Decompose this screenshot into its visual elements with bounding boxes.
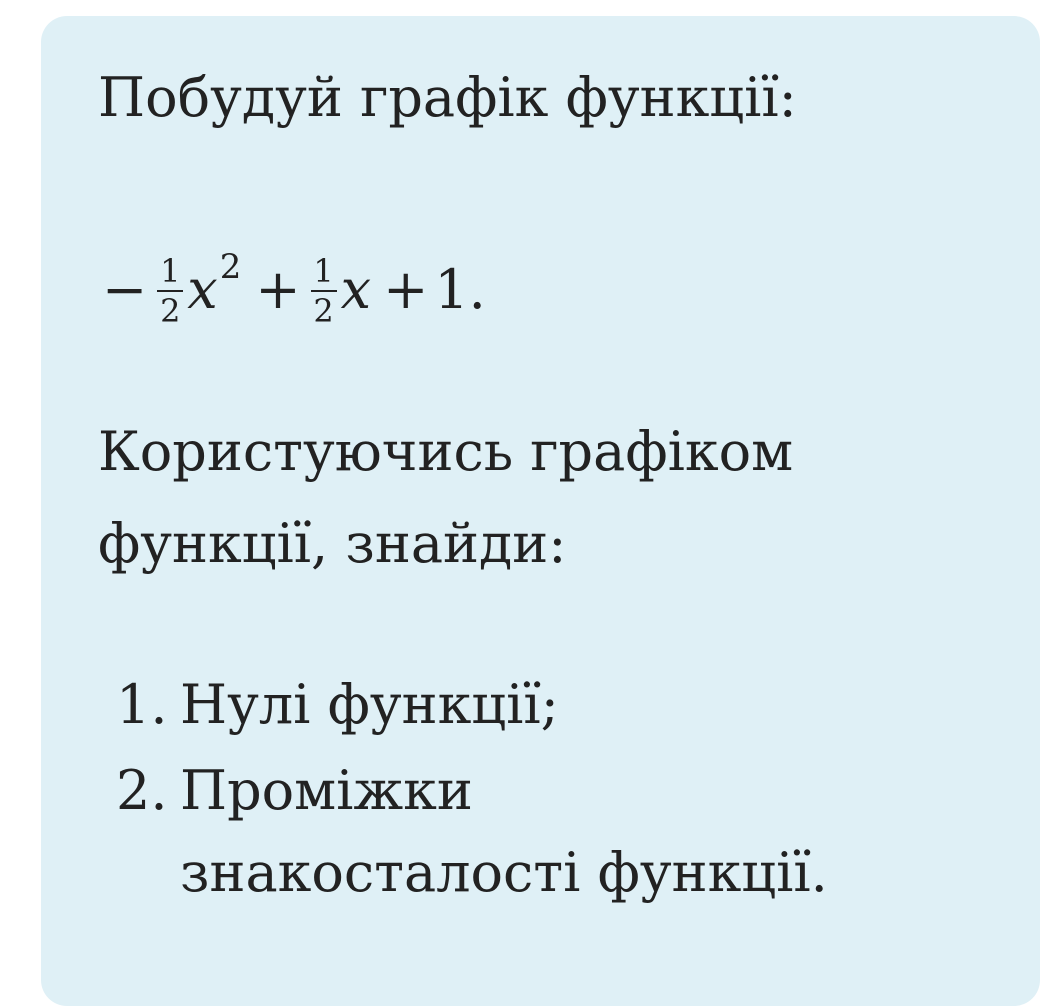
formula-exponent: 2	[219, 247, 242, 287]
task-instruction: Користуючись графіком функції, знайди:	[98, 420, 794, 575]
list-item-number: 1.	[116, 673, 168, 736]
formula-fraction-1	[157, 254, 183, 328]
list-item-text: Проміжки знакосталості функції.	[180, 759, 828, 904]
fraction-1-denominator: 2	[160, 292, 181, 330]
formula-constant: 1.	[434, 257, 486, 321]
formula-variable-x: x	[340, 257, 372, 321]
formula-plus-1: +	[255, 257, 301, 321]
fraction-1-numerator: 1	[160, 252, 181, 290]
list-item	[116, 750, 880, 914]
task-heading: Побудуй графік функції:	[98, 66, 797, 129]
list-item-number: 2.	[116, 759, 168, 822]
list-item-text: Нулі функції;	[180, 673, 559, 736]
list-item	[116, 664, 880, 746]
fraction-2-denominator: 2	[313, 292, 334, 330]
fraction-2-numerator: 1	[313, 252, 334, 290]
formula-fraction-2	[311, 254, 337, 328]
formula-variable-x-squared: x	[187, 257, 218, 321]
function-formula	[96, 234, 486, 344]
formula-minus: −	[102, 257, 148, 321]
task-list	[116, 664, 880, 918]
task-card	[41, 16, 1040, 1006]
formula-plus-2: +	[383, 257, 429, 321]
